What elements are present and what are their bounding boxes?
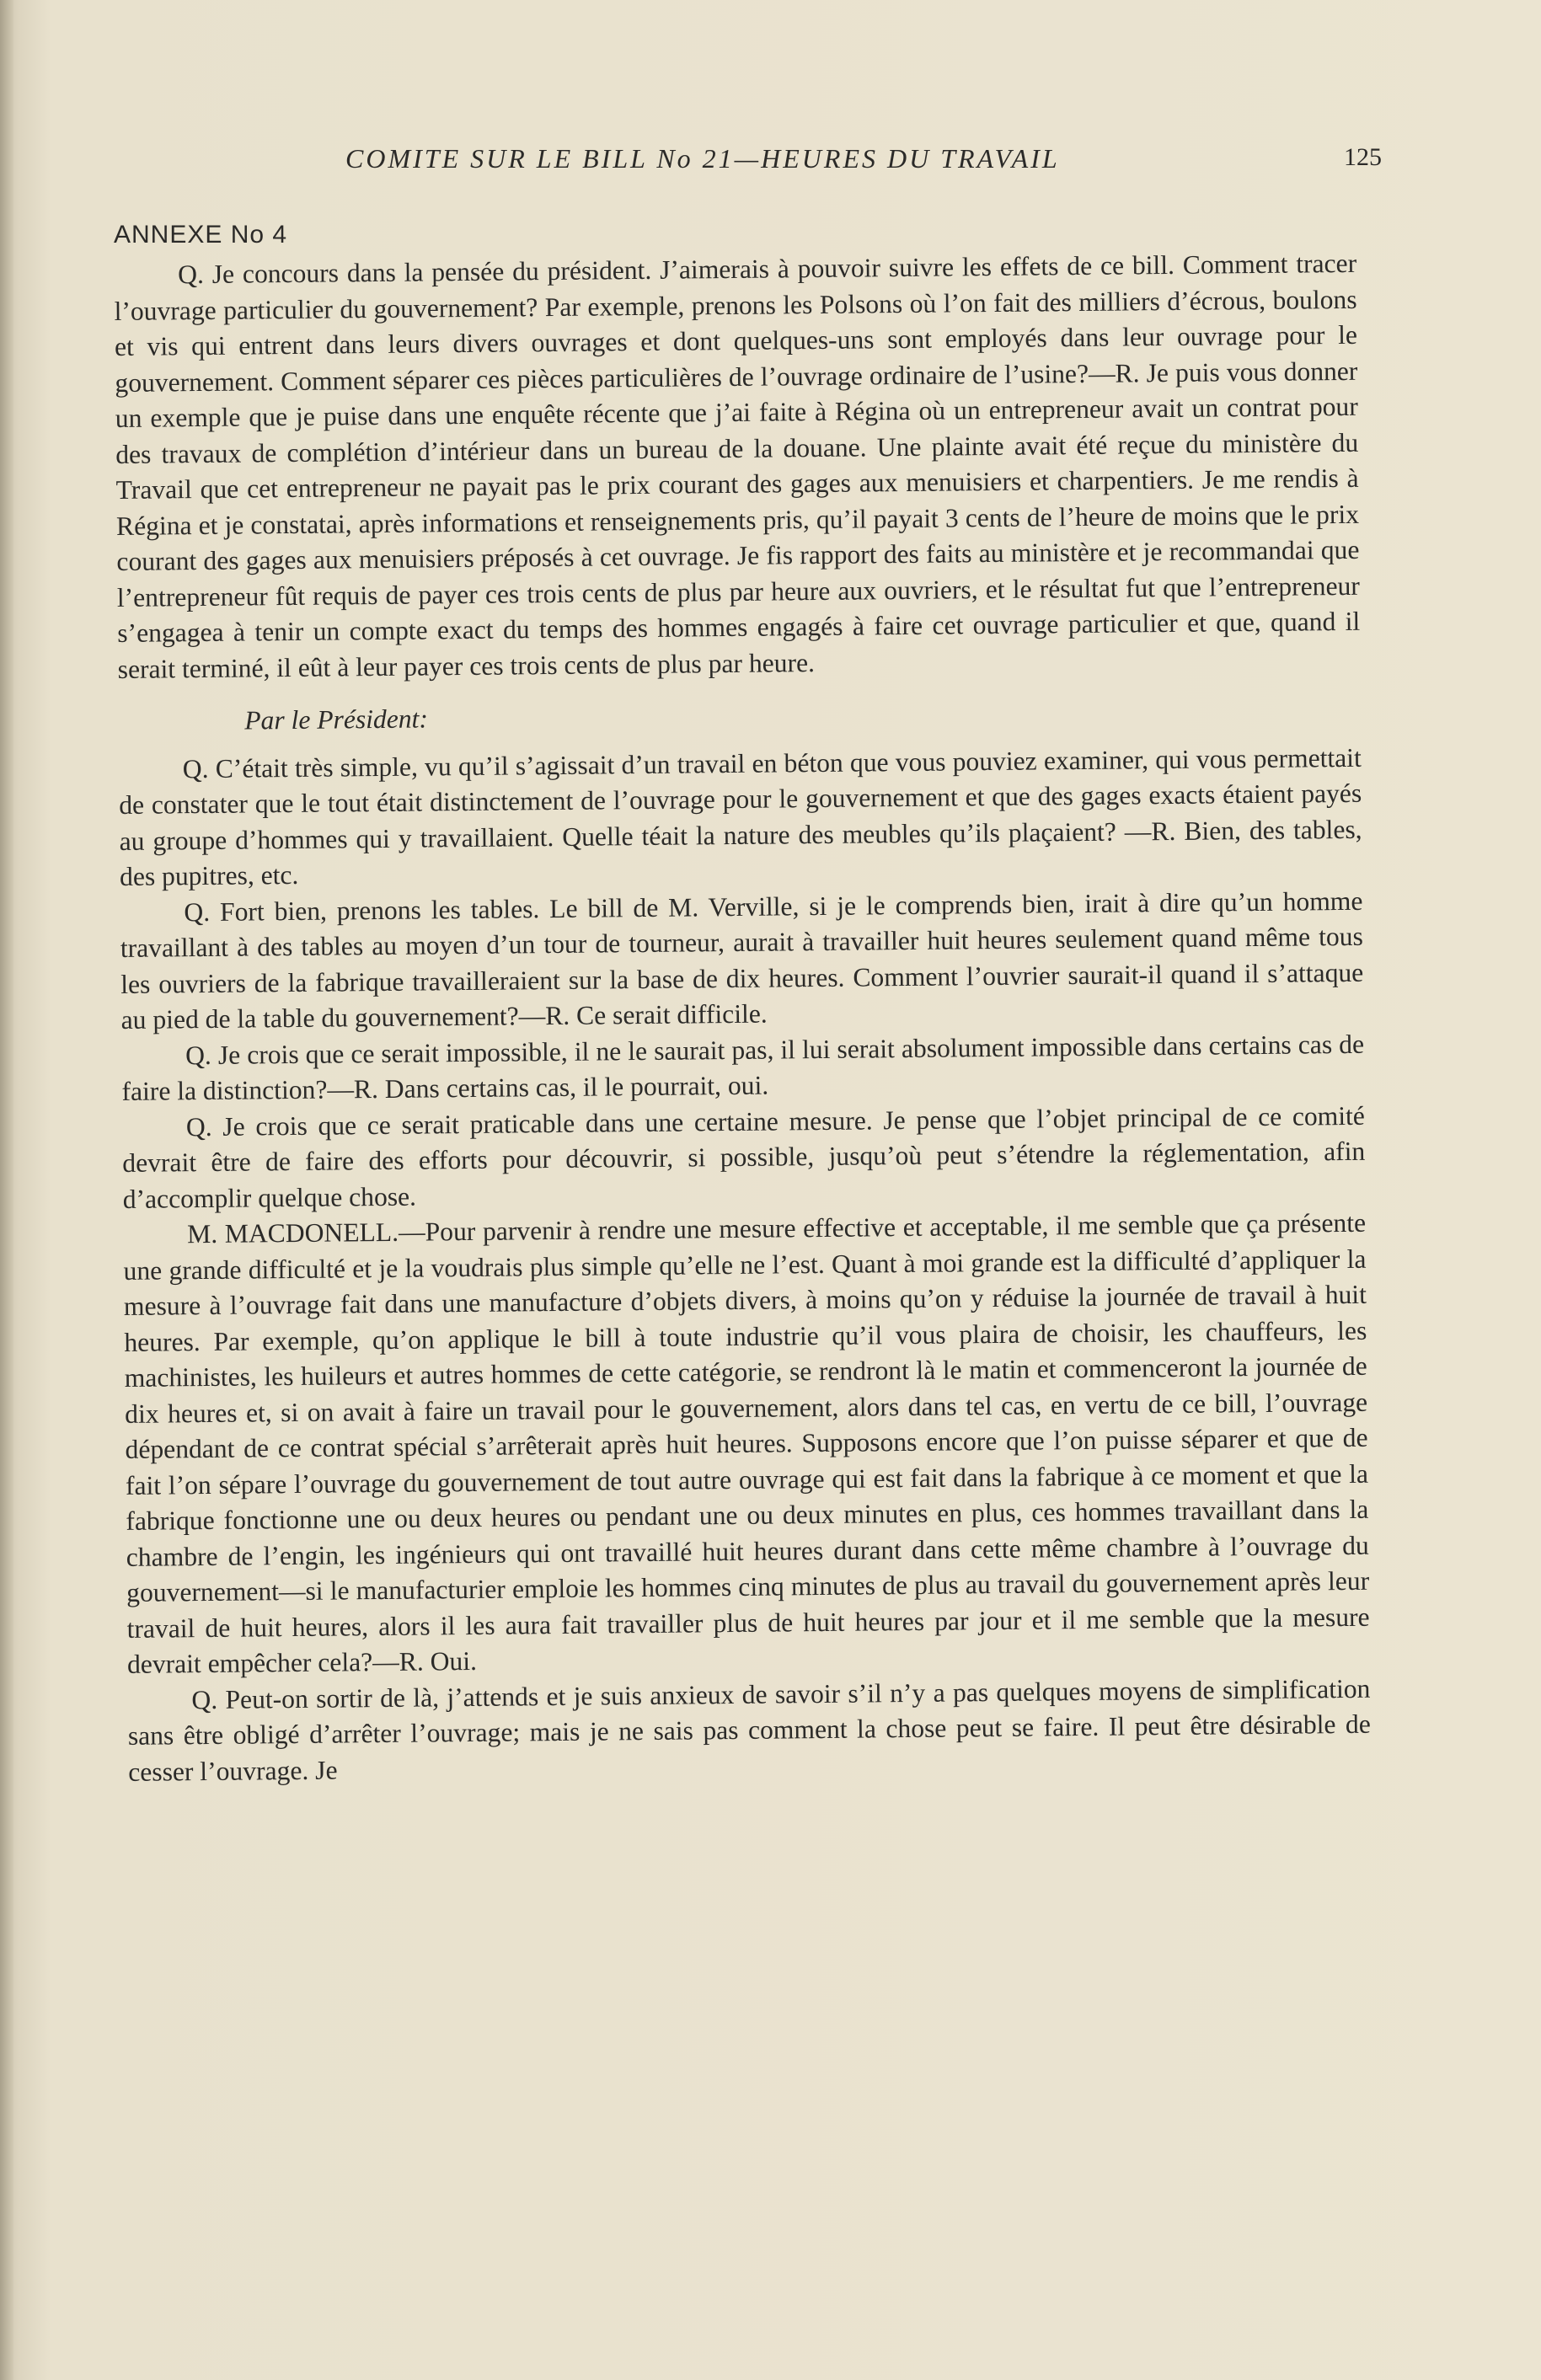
page-number: 125	[1344, 143, 1382, 171]
paragraph: Q. Peut-on sortir de là, j’attends et je suis anxieux de savoir s’il n’y a pas quelques moyens de simplification sans être obligé d’arrêter l’ouvrage; mais je ne sais pas comment la chose peut se faire. Il peut être désirable de cesser l’ouvrage. Je	[127, 1673, 1371, 1787]
paragraph: Q. Fort bien, prenons les tables. Le bill de M. Verville, si je le comprends bien, irait à dire qu’un homme travaillant à des tables au moyen d’un tour de tourneur, aurait à travailler huit heures seulement quand même tous les ouvriers de la fabrique travailleraient sur la base de dix heures. Comment l’ouvrier saurait-il quand il s’attaque au pied de la table du gouvernement?—R. Ce serait difficile.	[120, 885, 1364, 1035]
paragraph: M. MACDONELL.—Pour parvenir à rendre une mesure effective et acceptable, il me semble que ça présente une grande difficulté et je la voudrais plus simple qu’elle ne l’est. Quant à moi grande est la difficulté d’appliquer la mesure à l’ouvrage fait dans une manufacture d’objets divers, à moins qu’on y réduise la journée de travail à huit heures. Par exemple, qu’on applique le bill à toute industrie qu’il vous plaira de choisir, les chauffeurs, les machinistes, les huileurs et autres hommes de cette catégorie, se rendront là le matin et commenceront la journée de dix heures et, si on avait à faire un travail pour le gouvernement, alors dans tel cas, en vertu de ce bill, l’ouvrage dépendant de ce contrat spécial s’arrêterait après huit heures. Supposons encore que l’on puisse séparer et que de fait l’on sépare l’ouvrage du gouvernement de tout autre ouvrage qui est fait dans la fabrique à ce moment et que la fabrique fonctionne une ou deux heures ou pendant une ou deux minutes en plus, ces hommes travaillant dans la chambre de l’engin, les ingénieurs qui ont travaillé huit heures durant dans cette même chambre à l’ouvrage du gouvernement—si le manufacturier emploie les hommes cinq minutes de plus au travail du gouvernement après leur travail de huit heures, alors il les aura fait travailler plus de huit heures par jour et il me semble que la mesure devrait empêcher cela?—R. Oui.	[123, 1207, 1370, 1679]
speaker-attribution: Par le Président:	[244, 703, 429, 735]
annex-label: ANNEXE No 4	[114, 221, 288, 249]
running-head	[110, 143, 1382, 177]
paragraph: Q. C’était très simple, vu qu’il s’agissait d’un travail en béton que vous pouviez examiner, qui vous permettait de constater que le tout était distinctement de l’ouvrage pour le gouvernement et que des gages exacts étaient payés au groupe d’hommes qui y travaillaient. Quelle téait la nature des meubles qu’ils plaçaient? —R. Bien, des tables, des pupitres, etc.	[119, 742, 1362, 891]
paragraph: Q. Je concours dans la pensée du président. J’aimerais à pouvoir suivre les effets de ce bill. Comment tracer l’ouvrage particulier du gouvernement? Par exemple, prenons les Polsons où l’on fait des milliers d’écrous, boulons et vis qui entrent dans leurs divers ouvrages et dont quelques-uns sont employés dans leur ouvrage pour le gouvernement. Comment séparer ces pièces particulières de l’ouvrage ordinaire de l’usine?—R. Je puis vous donner un exemple que je puise dans une enquête récente que j’ai faite à Régina où un entrepreneur avait un contrat pour des travaux de complétion d’intérieur dans un bureau de la douane. Une plainte avait été reçue du ministère du Travail que cet entrepreneur ne payait pas le prix courant des gages aux menuisiers et charpentiers. Je me rendis à Régina et je constatai, après informations et renseignements pris, qu’il payait 3 cents de l’heure de moins que le prix courant des gages aux menuisiers préposés à cet ouvrage. Je fis rapport des faits au ministère et je recommandai que l’entrepreneur fût requis de payer ces trois cents de plus par heure aux ouvriers, et le résultat fut que l’entrepreneur s’engagea à tenir un compte exact du temps des hommes engagés à faire cet ouvrage particulier et que, quand il serait terminé, il eût à leur payer ces trois cents de plus par heure.	[114, 248, 1361, 684]
body-text	[114, 246, 1371, 1790]
running-title: COMITE SUR LE BILL No 21—HEURES DU TRAVAIL	[345, 143, 1060, 174]
paragraph: Q. Je crois que ce serait praticable dans une certaine mesure. Je pense que l’objet principal de ce comité devrait être de faire des efforts pour découvrir, si possible, jusqu’où peut s’étendre la réglementation, afin d’accomplir quelque chose.	[122, 1100, 1366, 1214]
paragraph: Q. Je crois que ce serait impossible, il ne le saurait pas, il lui serait absolument impossible dans certains cas de faire la distinction?—R. Dans certains cas, il le pourrait, oui.	[121, 1029, 1365, 1106]
